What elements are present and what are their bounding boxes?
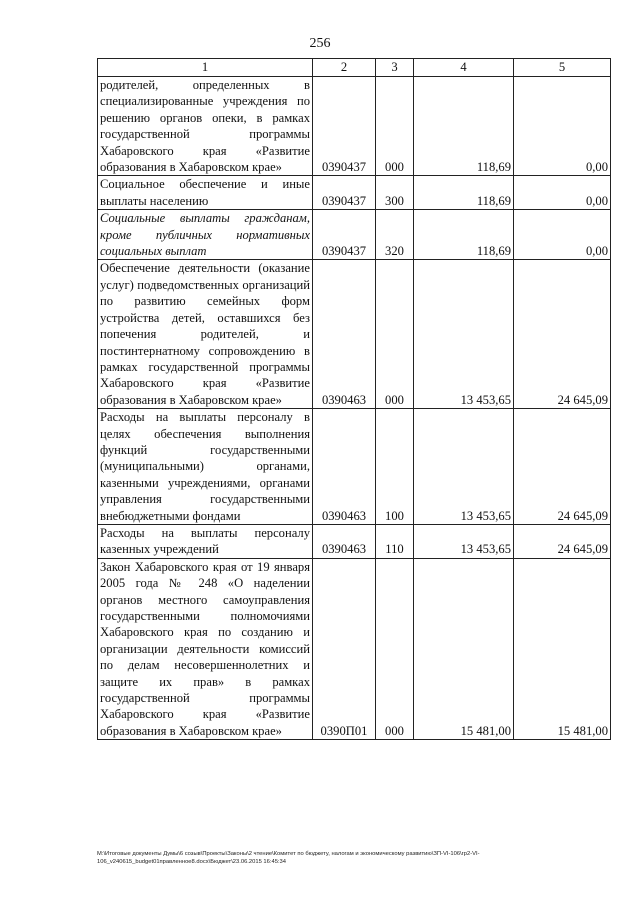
column-number-row bbox=[98, 59, 611, 77]
amount-column-4: 15 481,00 bbox=[414, 558, 514, 739]
column-number: 4 bbox=[414, 59, 514, 77]
expense-type-code: 100 bbox=[376, 409, 414, 525]
target-article-code: 0390463 bbox=[313, 260, 376, 409]
row-description: Расходы на выплаты персоналу казенных учреждений bbox=[98, 524, 313, 558]
column-number: 5 bbox=[514, 59, 611, 77]
amount-column-5: 15 481,00 bbox=[514, 558, 611, 739]
expense-type-code: 110 bbox=[376, 524, 414, 558]
amount-column-5: 0,00 bbox=[514, 210, 611, 260]
amount-column-4: 118,69 bbox=[414, 77, 514, 176]
target-article-code: 0390437 bbox=[313, 210, 376, 260]
budget-table bbox=[97, 58, 611, 740]
table-row bbox=[98, 176, 611, 210]
expense-type-code: 000 bbox=[376, 260, 414, 409]
page-number: 256 bbox=[309, 36, 331, 51]
expense-type-code: 000 bbox=[376, 558, 414, 739]
amount-column-4: 13 453,65 bbox=[414, 409, 514, 525]
file-path-line: 106_v240615_budget01правленное8.docx\Бюджет\23.06.2015 16:45:34 bbox=[97, 859, 286, 865]
row-description: Закон Хабаровского края от 19 января 2005 года № 248 «О наделении органов местного самоуправления государственными полномочиями Хабаровского края по созданию и организации деятельности комиссий по делам несовершеннолетних и защите их прав» в рамках государственной программы Хабаровского края «Развитие образования в Хабаровском крае» bbox=[98, 558, 313, 739]
table-row bbox=[98, 77, 611, 176]
amount-column-5: 0,00 bbox=[514, 77, 611, 176]
file-path-line: M:\Итоговые документы Думы\6 созыв\Проекты\Законы\2 чтение\Комитет по бюджету, налогам и экономическому развитию\ЗП-VI-106\гр2-VI- bbox=[97, 851, 480, 857]
target-article-code: 0390463 bbox=[313, 409, 376, 525]
row-description: Социальное обеспечение и иные выплаты населению bbox=[98, 176, 313, 210]
amount-column-5: 24 645,09 bbox=[514, 524, 611, 558]
amount-column-5: 24 645,09 bbox=[514, 409, 611, 525]
file-path-footer bbox=[97, 850, 617, 866]
row-description: Расходы на выплаты персоналу в целях обеспечения выполнения функций государственными (муниципальными) органами, казенными учреждениями, органами управления государственными внебюджетными фондами bbox=[98, 409, 313, 525]
target-article-code: 0390463 bbox=[313, 524, 376, 558]
amount-column-5: 24 645,09 bbox=[514, 260, 611, 409]
row-description: родителей, определенных в специализированные учреждения по решению органов опеки, в рамках государственной программы Хабаровского края «Развитие образования в Хабаровском крае» bbox=[98, 77, 313, 176]
target-article-code: 0390П01 bbox=[313, 558, 376, 739]
table-row bbox=[98, 558, 611, 739]
table-row bbox=[98, 210, 611, 260]
amount-column-4: 118,69 bbox=[414, 176, 514, 210]
row-description: Обеспечение деятельности (оказание услуг) подведомственных организаций по развитию семейных форм устройства детей, оставшихся без попечения родителей, и постинтернатному сопровождению в рамках государственной программы Хабаровского края «Развитие образования в Хабаровском крае» bbox=[98, 260, 313, 409]
table-row bbox=[98, 524, 611, 558]
amount-column-4: 13 453,65 bbox=[414, 260, 514, 409]
target-article-code: 0390437 bbox=[313, 77, 376, 176]
row-description: Социальные выплаты гражданам, кроме публичных нормативных социальных выплат bbox=[98, 210, 313, 260]
expense-type-code: 320 bbox=[376, 210, 414, 260]
target-article-code: 0390437 bbox=[313, 176, 376, 210]
column-number: 3 bbox=[376, 59, 414, 77]
expense-type-code: 300 bbox=[376, 176, 414, 210]
amount-column-5: 0,00 bbox=[514, 176, 611, 210]
amount-column-4: 13 453,65 bbox=[414, 524, 514, 558]
table-row bbox=[98, 409, 611, 525]
expense-type-code: 000 bbox=[376, 77, 414, 176]
amount-column-4: 118,69 bbox=[414, 210, 514, 260]
column-number: 1 bbox=[98, 59, 313, 77]
column-number: 2 bbox=[313, 59, 376, 77]
table-row bbox=[98, 260, 611, 409]
